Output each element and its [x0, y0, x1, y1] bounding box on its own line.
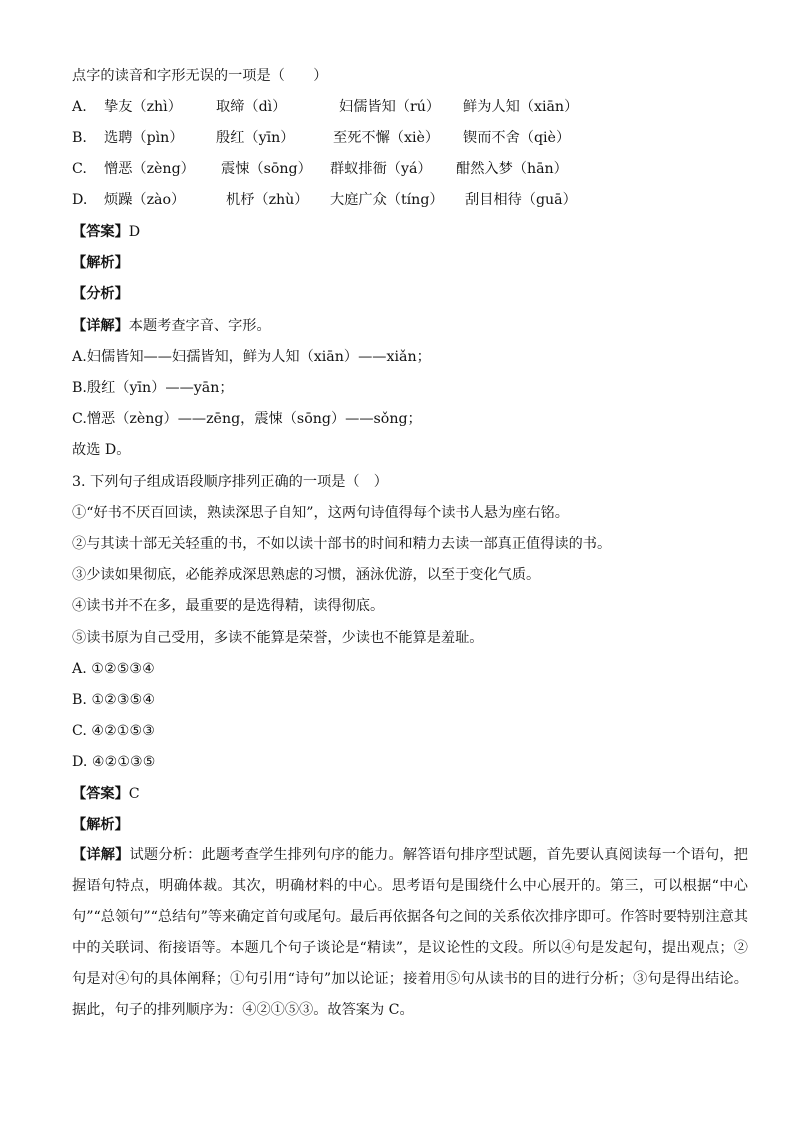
q2-option-c [72, 159, 568, 179]
q2-option-d [72, 190, 577, 210]
answer-value: C [128, 786, 140, 802]
option-item: 酣然入梦（hān） [456, 161, 568, 177]
q3-sentence-4: ④读书并不在多，最重要的是选得精，读得彻底。 [72, 598, 385, 614]
q2-option-b [72, 128, 570, 148]
q3-sentence-5: ⑤读书原为自己受用，多读不能算是荣誉，少读也不能算是羞耻。 [72, 630, 484, 646]
q2-answer [72, 222, 140, 242]
option-item: 烦躁（zào） [104, 192, 186, 208]
q3-option-d: D. ④②①③⑤ [72, 754, 156, 770]
q2-correction-a: A.妇儒皆知——妇孺皆知，鲜为人知（xiān）——xiǎn； [72, 349, 431, 365]
option-item: 刮目相待（guā） [465, 192, 577, 208]
q2-conclusion: 故选 D。 [72, 442, 131, 458]
option-letter: B. [72, 130, 87, 146]
q2-correction-c: C.憎恶（zèng）——zēng，震悚（sōng）——sǒng； [72, 411, 422, 427]
detail-tag: 【详解】 [72, 847, 130, 863]
q3-option-c: C. ④②①⑤③ [72, 723, 155, 739]
option-item: 震悚（sōng） [221, 161, 312, 177]
q3-sentence-2: ②与其读十部无关轻重的书，不如以读十部书的时间和精力去读一部真正值得读的书。 [72, 536, 612, 552]
q2-fenxi-tag: 【分析】 [72, 286, 129, 302]
option-item: 群蚁排衙（yá） [330, 161, 432, 177]
answer-value: D [128, 224, 141, 240]
option-item: 殷红（yīn） [216, 130, 295, 146]
option-letter: A. [72, 99, 87, 115]
detail-tag: 【详解】 [72, 318, 129, 334]
question-2-stem: 点字的读音和字形无误的一项是（ ） [72, 68, 328, 84]
option-item: 取缔（dì） [216, 99, 287, 115]
question-3-stem: 3. 下列句子组成语段顺序排列正确的一项是（ ） [72, 474, 388, 490]
q3-option-a: A. ①②⑤③④ [72, 661, 155, 677]
option-item: 挚友（zhì） [104, 99, 182, 115]
q3-answer [72, 784, 140, 804]
option-item: 憎恶（zèng） [104, 161, 195, 177]
option-letter: C. [72, 161, 87, 177]
option-letter: D. [72, 192, 88, 208]
option-item: 机杼（zhù） [226, 192, 309, 208]
q2-correction-b: B.殷红（yīn）——yān； [72, 380, 234, 396]
option-item: 至死不懈（xiè） [333, 130, 440, 146]
option-item: 大庭广众（tíng） [330, 192, 444, 208]
answer-tag: 【答案】 [72, 786, 129, 802]
q2-option-a [72, 97, 578, 117]
q3-option-b: B. ①②③⑤④ [72, 692, 156, 708]
answer-tag: 【答案】 [72, 224, 129, 240]
option-item: 选聘（pìn） [104, 130, 184, 146]
detail-text: 本题考查字音、字形。 [128, 318, 271, 334]
option-item: 锲而不舍（qiè） [463, 130, 571, 146]
q2-detail [72, 316, 271, 336]
option-item: 妇儒皆知（rú） [339, 99, 441, 115]
q3-sentence-1: ①“好书不厌百回读，熟读深思子自知”，这两句诗值得每个读书人悬为座右铭。 [72, 505, 569, 521]
q2-analysis-tag: 【解析】 [72, 255, 129, 271]
option-item: 鲜为人知（xiān） [463, 99, 579, 115]
detail-text: 试题分析：此题考查学生排列句序的能力。解答语句排序型试题，首先要认真阅读每一个语句，把握语句特点，明确体裁。其次，明确材料的中心。思考语句是围绕什么中心展开的。第三，可以根据“中心句”“总领句”“总结句”等来确定首句或尾句。最后再依据各句之间的关系依次排序即可。作答时要特别注意其中的关联词、衔接语等。本题几个句子谈论是“精读”，是议论性的文段。所以④句是发起句，提出观点；②句是对④句的具体阐释；①句引用“诗句”加以论证；接着用⑤句从读书的目的进行分析；③句是得出结论。据此，句子的排列顺序为：④②①⑤③。故答案为 C。 [72, 847, 748, 1018]
q3-detail [72, 840, 748, 1026]
q3-sentence-3: ③少读如果彻底，必能养成深思熟虑的习惯，涵泳优游，以至于变化气质。 [72, 567, 541, 583]
q3-analysis-tag: 【解析】 [72, 817, 129, 833]
